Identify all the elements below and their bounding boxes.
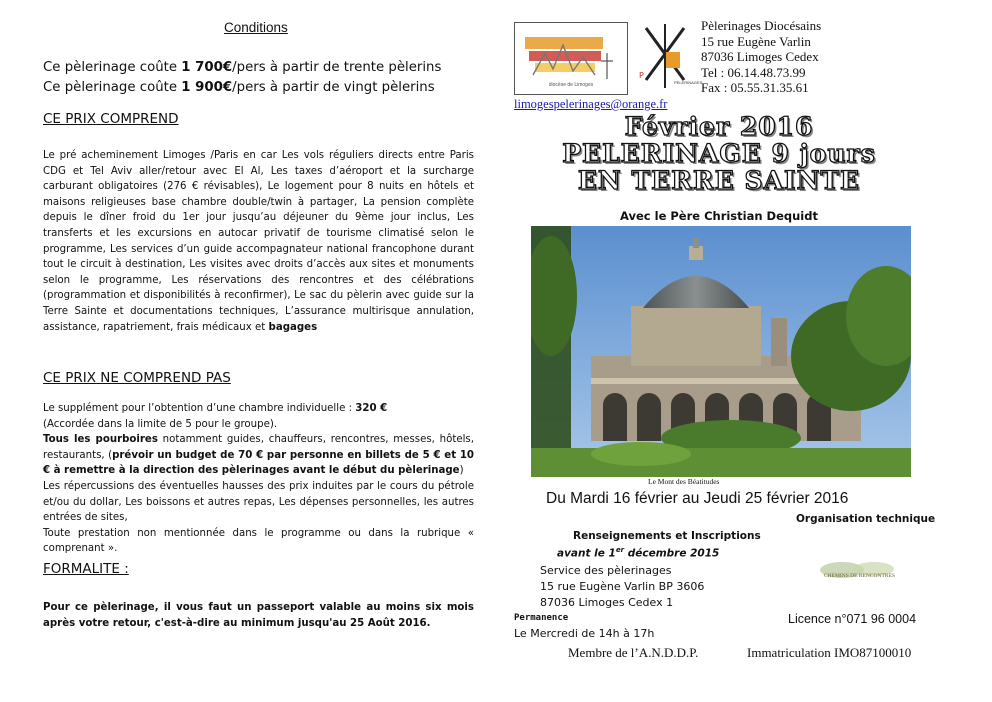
- photo-mount-beatitudes: [531, 226, 911, 477]
- main-title: [506, 113, 932, 194]
- email-link[interactable]: limogespelerinages@orange.fr: [514, 97, 668, 111]
- formalite-text: Pour ce pèlerinage, il vous faut un passeport valable au moins six mois après votre retour, c'est-à-dire au minimum jusqu'au 25 Août 2016.: [43, 602, 474, 629]
- info-title: Renseignements et Inscriptions: [573, 530, 761, 542]
- includes-title: CE PRIX COMPREND: [43, 111, 179, 127]
- permanence-time: Le Mercredi de 14h à 17h: [514, 627, 655, 640]
- info-deadline: avant le 1er décembre 2015: [557, 546, 720, 560]
- price-line-30: Ce pèlerinage coûte 1 700€/pers à partir de trente pèlerins: [43, 60, 442, 75]
- formalite-title: FORMALITE :: [43, 561, 129, 577]
- licence-number: Licence n°071 96 0004: [788, 612, 917, 626]
- title-destination: EN TERRE SAINTE: [577, 166, 861, 195]
- svg-text:P: P: [639, 71, 644, 80]
- price-line-20: Ce pèlerinage coûte 1 900€/pers à partir de vingt pèlerins: [43, 80, 435, 95]
- includes-text: Le pré acheminement Limoges /Paris en car Les vols réguliers directs entre Paris CDG et Tel Aviv aller/retour avec El Al, Les taxes d’aéroport et la surcharge carburant obligatoires (276 € révisables), Le logement pour 8 nuits en hôtels et maisons religieuses base chambre double/twin à partager, La pension complète depuis le dîner froid du 1er jour jusqu’au déjeuner du 9ème jour inclus, Les transferts et les excursions en autocar privatif de tourisme climatisé selon le programme, Les services d’un guide accompagnateur national francophone durant tout le circuit à destination, Les visites avec droits d’accès aux sites et monuments selon le programme, Les réservations des rencontres et des célébrations (programmation et disponibilités à reconfirmer), Le sac du pèlerin avec guide sur la Terre Sainte et documentations techniques, L’assurance multirisque annulation, assistance, rapatriement, frais médicaux et bagages: [43, 150, 474, 333]
- title-pilgrimage: PELERINAGE 9 jours: [562, 139, 876, 168]
- pilgrimage-cross-logo: [636, 22, 703, 94]
- diocese-logo-text: diocèse de Limoges: [548, 82, 594, 88]
- membership: Membre de l’A.N.D.D.P.: [568, 645, 699, 660]
- trip-dates: Du Mardi 16 février au Jeudi 25 février 2016: [546, 490, 849, 507]
- title-date: Février 2016: [624, 112, 814, 141]
- service-street: 15 rue Eugène Varlin BP 3606: [540, 580, 705, 593]
- service-address: [540, 563, 704, 611]
- cross-logo-text: PÈLERINAGES: [674, 80, 703, 85]
- permanence-label: Permanence: [514, 613, 569, 623]
- church-photo: [531, 226, 911, 477]
- org-street: 15 rue Eugène Varlin: [701, 33, 811, 49]
- excludes-text: [43, 401, 474, 557]
- org-city: 87036 Limoges Cedex: [701, 49, 819, 64]
- photo-caption: Le Mont des Béatitudes: [648, 477, 720, 486]
- repercussions-paragraph: Les répercussions des éventuelles hausses des prix induites par le cours du pétrole et/ou du dollar, Les boissons et autres repas, Les dépenses personnelles, les autres entrées de sites,: [43, 480, 474, 524]
- conditions-title: Conditions: [224, 20, 288, 35]
- diocese-logo: [514, 22, 628, 95]
- excludes-title: CE PRIX NE COMPREND PAS: [43, 370, 231, 386]
- org-address: [701, 18, 821, 96]
- service-name: Service des pèlerinages: [540, 564, 672, 577]
- org-tech-label: Organisation technique: [796, 513, 936, 525]
- partner-logo-text: CHEMINS DE RENCONTRES: [824, 573, 895, 579]
- other-paragraph: Toute prestation non mentionnée dans le programme ou dans la rubrique « comprenant ».: [43, 527, 474, 555]
- org-fax: Fax : 05.55.31.35.61: [701, 80, 809, 95]
- org-tel: Tel : 06.14.48.73.99: [701, 64, 806, 80]
- partner-logo: [812, 560, 902, 590]
- with-priest: Avec le Père Christian Dequidt: [620, 209, 818, 223]
- service-city: 87036 Limoges Cedex 1: [540, 596, 674, 609]
- org-name: Pèlerinages Diocésains: [701, 18, 822, 33]
- price-list: [43, 58, 441, 98]
- supplement-line: Le supplément pour l’obtention d’une chambre individuelle : 320 €: [43, 403, 388, 414]
- tips-paragraph: Tous les pourboires notamment guides, chauffeurs, rencontres, messes, hôtels, restaurants, (prévoir un budget de 70 € par personne en billets de 5 € et 10 € à remettre à la direction des pèlerinages avant le début du pèlerinage): [43, 434, 475, 477]
- registration-number: Immatriculation IMO87100010: [747, 645, 912, 660]
- supplement-note: (Accordée dans la limite de 5 pour le groupe).: [43, 418, 278, 430]
